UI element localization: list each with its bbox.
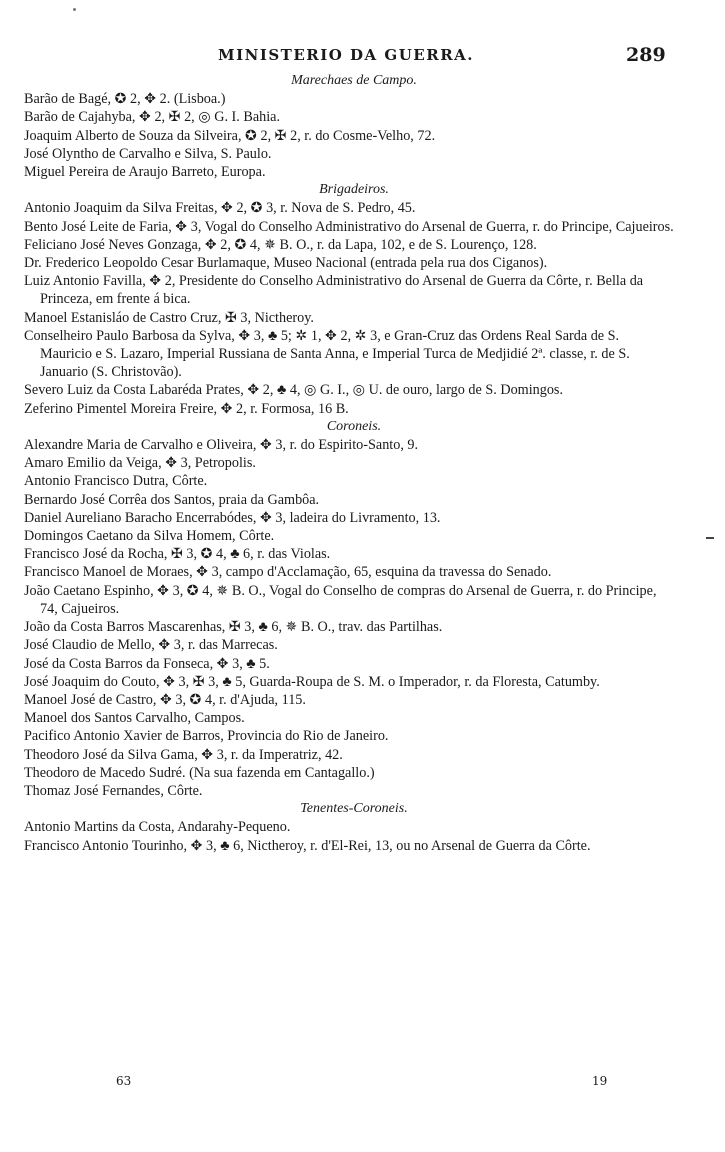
- list-item: José Olyntho de Carvalho e Silva, S. Paulo.: [24, 145, 272, 162]
- list-item: Amaro Emilio da Veiga, ✥ 3, Petropolis.: [24, 455, 256, 472]
- list-item: Manoel José de Castro, ✥ 3, ✪ 4, r. d'Ajuda, 115.: [24, 691, 306, 708]
- list-item: Alexandre Maria de Carvalho e Oliveira, ✥ 3, r. do Espirito-Santo, 9.: [24, 437, 419, 454]
- list-item: José da Costa Barros da Fonseca, ✥ 3, ♣ 5.: [24, 655, 270, 672]
- list-item: José Claudio de Mello, ✥ 3, r. das Marrecas.: [24, 637, 278, 654]
- list-item: Bernardo José Corrêa dos Santos, praia da Gambôa.: [24, 491, 320, 508]
- section-brigadeiros: [24, 181, 674, 418]
- list-item: Francisco Manoel de Moraes, ✥ 3, campo d'Acclamação, 65, esquina da travessa do Senado.: [24, 564, 552, 581]
- list-item: Joaquim Alberto de Souza da Silveira, ✪ 2, ✠ 2, r. do Cosme-Velho, 72.: [24, 127, 436, 144]
- list-item: Feliciano José Neves Gonzaga, ✥ 2, ✪ 4, ✵ B. O., r. da Lapa, 102, e de S. Lourenço, 128.: [24, 236, 537, 253]
- section-tenentes-coroneis: [24, 800, 674, 855]
- list-item: Antonio Joaquim da Silva Freitas, ✥ 2, ✪ 3, r. Nova de S. Pedro, 45.: [24, 200, 416, 217]
- list-item: Severo Luiz da Costa Labaréda Prates, ✥ 2, ♣ 4, ◎ G. I., ◎ U. de ouro, largo de S. Domingos.: [24, 382, 564, 399]
- page-content: [24, 72, 674, 855]
- page-number: 289: [626, 44, 666, 66]
- list-item: Francisco Antonio Tourinho, ✥ 3, ♣ 6, Nictheroy, r. d'El-Rei, 13, ou no Arsenal de Guerra da Côrte.: [24, 837, 591, 854]
- list-item: José Joaquim do Couto, ✥ 3, ✠ 3, ♣ 5, Guarda-Roupa de S. M. o Imperador, r. da Floresta, Catumby.: [24, 673, 600, 690]
- list-item: Antonio Francisco Dutra, Côrte.: [24, 473, 208, 490]
- section-heading: Tenentes-Coroneis.: [300, 801, 408, 817]
- section-heading: Coroneis.: [326, 418, 382, 434]
- ink-speck: [73, 8, 76, 11]
- list-item: Dr. Frederico Leopoldo Cesar Burlamaque, Museo Nacional (entrada pela rua dos Ciganos).: [24, 255, 548, 272]
- list-item: Pacifico Antonio Xavier de Barros, Provincia do Rio de Janeiro.: [24, 728, 389, 745]
- list-item: Conselheiro Paulo Barbosa da Sylva, ✥ 3, ♣ 5; ✲ 1, ✥ 2, ✲ 3, e Gran-Cruz das Ordens Real Sarda de S. Mauricio e S. Lazaro, Imperial Russiana de Santa Anna, e Imperial Turca de Medjidié 2ª. classe, r. de S. Januario (S. Christovão).: [24, 327, 630, 381]
- list-item: Manoel dos Santos Carvalho, Campos.: [24, 710, 245, 727]
- list-item: Domingos Caetano da Silva Homem, Côrte.: [24, 528, 275, 545]
- page-title: MINISTERIO DA GUERRA.: [218, 46, 475, 64]
- signature-mark-right: 19: [592, 1074, 608, 1088]
- list-item: João Caetano Espinho, ✥ 3, ✪ 4, ✵ B. O., Vogal do Conselho de compras do Arsenal de Guerra, r. do Principe, 74, Cajueiros.: [24, 582, 657, 617]
- section-marechaes: [24, 72, 674, 181]
- list-item: Bento José Leite de Faria, ✥ 3, Vogal do Conselho Administrativo do Arsenal de Guerra, r. do Principe, Cajueiros.: [24, 218, 674, 235]
- list-item: Antonio Martins da Costa, Andarahy-Pequeno.: [24, 819, 291, 836]
- list-item: Zeferino Pimentel Moreira Freire, ✥ 2, r. Formosa, 16 B.: [24, 400, 349, 417]
- list-item: Luiz Antonio Favilla, ✥ 2, Presidente do Conselho Administrativo do Arsenal de Guerra da Côrte, r. Bella da Princeza, em frente á bica.: [24, 273, 644, 308]
- list-item: Barão de Bagé, ✪ 2, ✥ 2. (Lisboa.): [24, 91, 226, 108]
- list-item: Theodoro de Macedo Sudré. (Na sua fazenda em Cantagallo.): [24, 764, 375, 781]
- list-item: Theodoro José da Silva Gama, ✥ 3, r. da Imperatriz, 42.: [24, 746, 343, 763]
- section-heading: Brigadeiros.: [319, 182, 389, 198]
- section-coroneis: [24, 418, 674, 800]
- list-item: Thomaz José Fernandes, Côrte.: [24, 782, 203, 799]
- list-item: João da Costa Barros Mascarenhas, ✠ 3, ♣ 6, ✵ B. O., trav. das Partilhas.: [24, 619, 443, 636]
- page-header: [0, 44, 725, 68]
- list-item: Manoel Estanisláo de Castro Cruz, ✠ 3, Nictheroy.: [24, 309, 314, 326]
- list-item: Miguel Pereira de Araujo Barreto, Europa.: [24, 164, 266, 181]
- list-item: Barão de Cajahyba, ✥ 2, ✠ 2, ◎ G. I. Bahia.: [24, 109, 280, 126]
- margin-dash: [706, 537, 714, 539]
- section-heading: Marechaes de Campo.: [291, 73, 417, 88]
- page-footer: [0, 1074, 725, 1094]
- signature-mark-left: 63: [116, 1074, 132, 1088]
- list-item: Daniel Aureliano Baracho Encerrabódes, ✥ 3, ladeira do Livramento, 13.: [24, 509, 441, 526]
- list-item: Francisco José da Rocha, ✠ 3, ✪ 4, ♣ 6, r. das Violas.: [24, 546, 331, 563]
